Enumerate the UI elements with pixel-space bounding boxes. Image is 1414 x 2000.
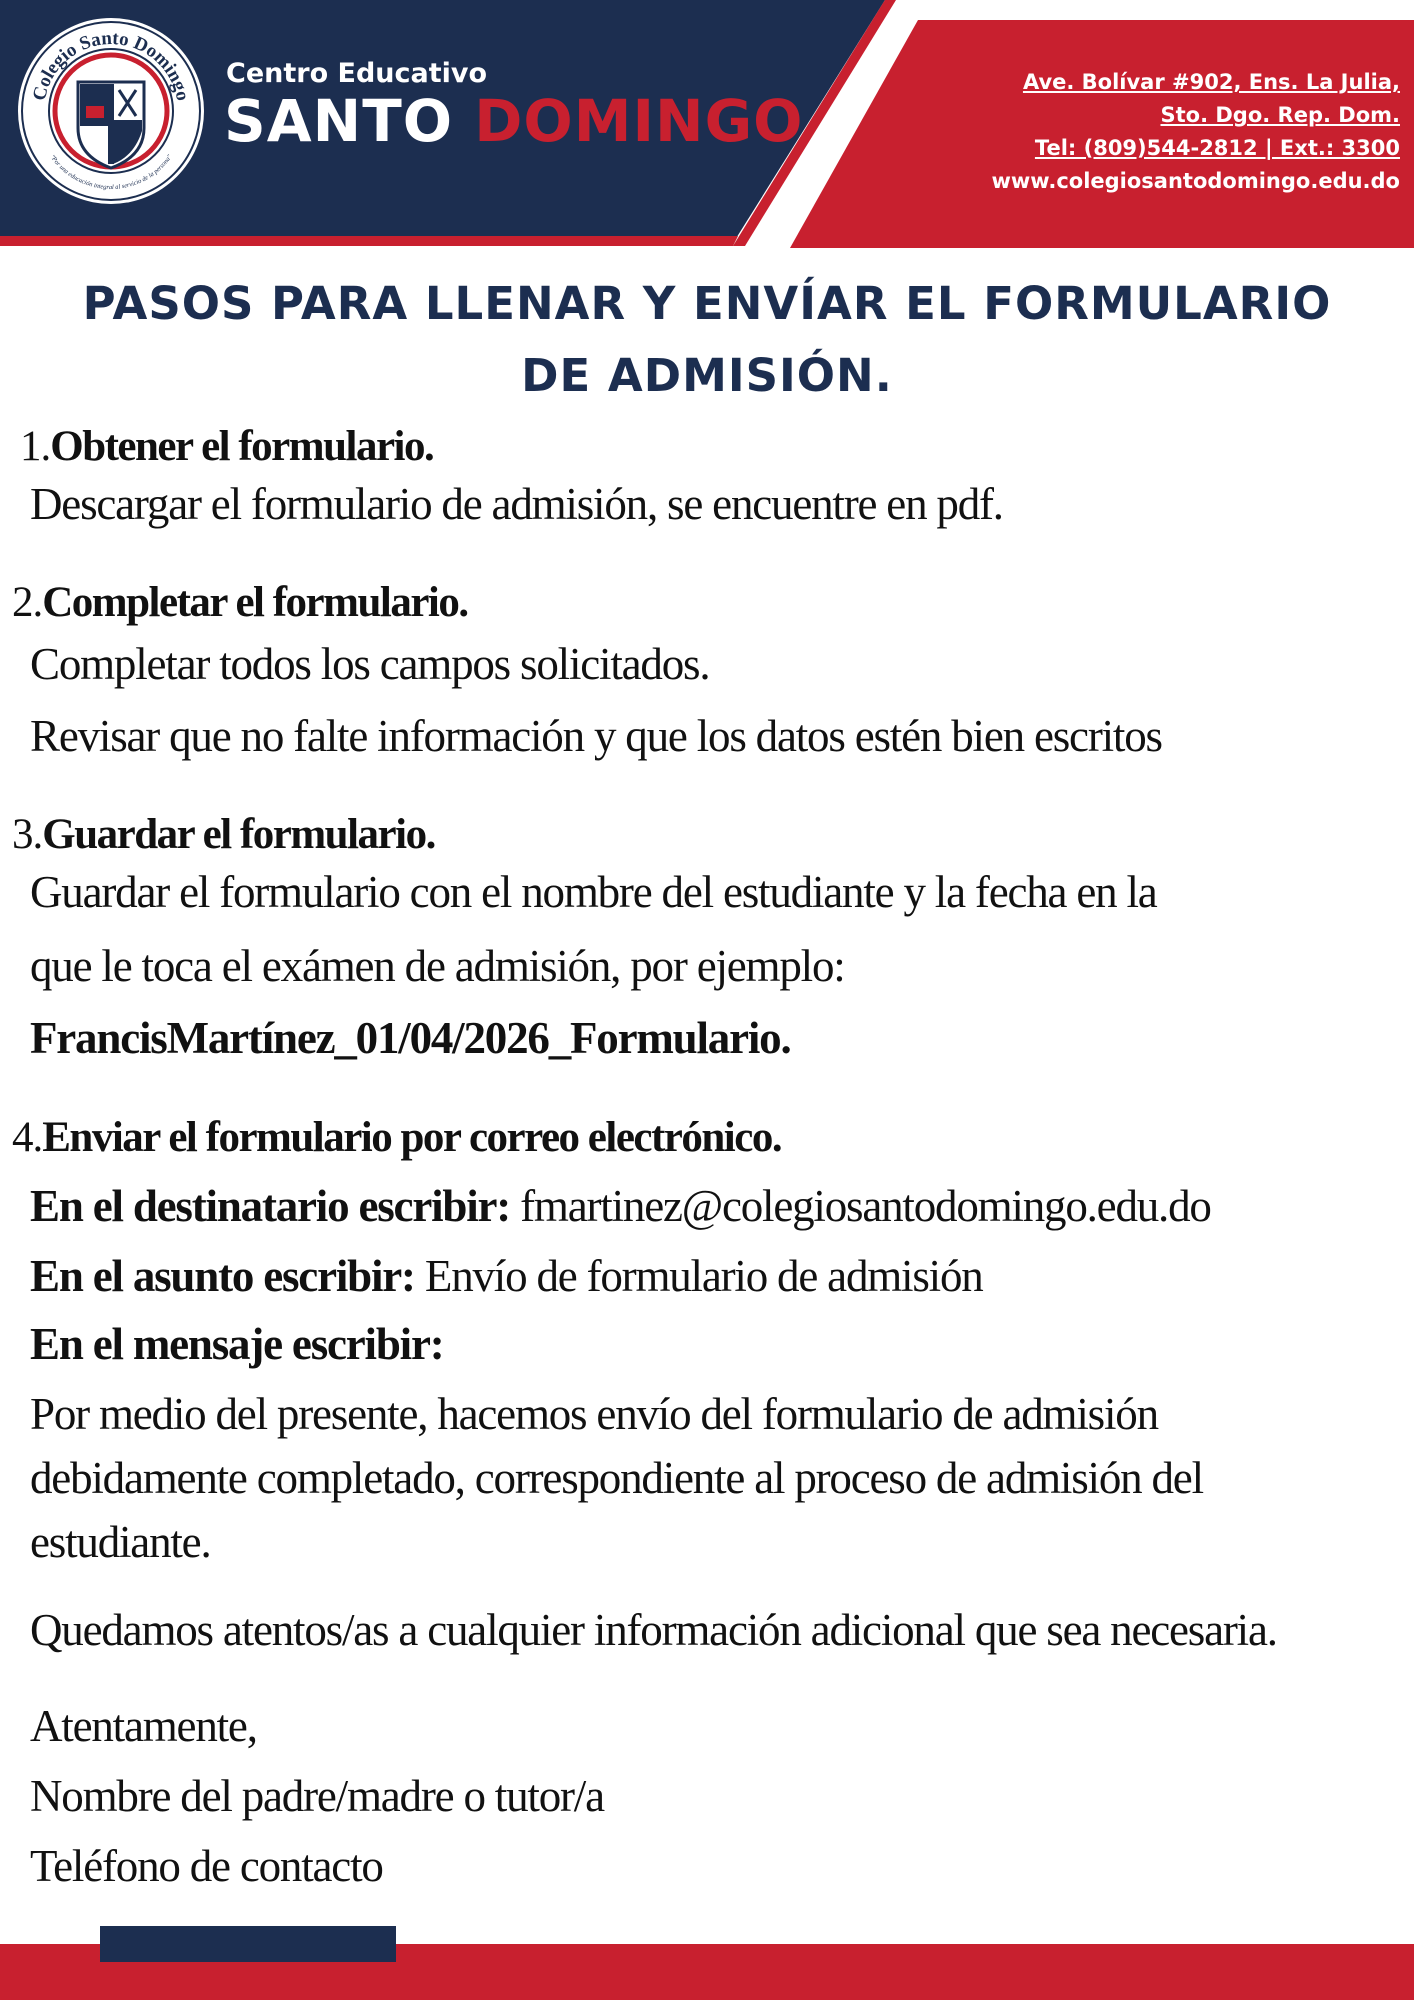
subject-line: [30, 1250, 983, 1302]
step-3-line-2: que le toca el exámen de admisión, por ejemplo:: [30, 941, 845, 991]
step-number: 2.: [12, 579, 43, 626]
red-underline: [0, 236, 738, 246]
step-2-line-1: Completar todos los campos solicitados.: [30, 639, 710, 689]
step-number: 1.: [20, 423, 51, 470]
signature-line-1: Atentamente,: [30, 1701, 257, 1751]
header-banner: [0, 0, 1414, 248]
school-crest-icon: [16, 16, 206, 206]
message-line-3: estudiante.: [30, 1517, 211, 1567]
contact-info: [992, 66, 1401, 198]
signature-line-2: Nombre del padre/madre o tutor/a: [30, 1771, 604, 1821]
message-label: En el mensaje escribir:: [30, 1319, 444, 1369]
brand-title-part2: DOMINGO: [474, 87, 804, 155]
step-1-line-1: Descargar el formulario de admisión, se encuentre en pdf.: [30, 479, 1003, 529]
page-title-line-2: DE ADMISIÓN.: [521, 349, 893, 402]
message-line-2: debidamente completado, correspondiente al proceso de admisión del: [30, 1453, 1203, 1503]
phone-number: Tel: (809)544-2812 | Ext.: 3300: [1034, 136, 1400, 160]
step-2-heading: [12, 578, 468, 627]
website-link[interactable]: www.colegiosantodomingo.edu.do: [991, 169, 1400, 193]
footer-navy-accent: [100, 1926, 396, 1962]
step-title: Guardar el formulario.: [42, 811, 435, 858]
subject-value: Envío de formulario de admisión: [424, 1251, 983, 1301]
message-line-1: Por medio del presente, hacemos envío del formulario de admisión: [30, 1389, 1158, 1439]
step-title: Obtener el formulario.: [50, 423, 434, 470]
step-title: Enviar el formulario por correo electrónico.: [42, 1114, 782, 1161]
subject-label: En el asunto escribir:: [30, 1251, 415, 1301]
signature-line-3: Teléfono de contacto: [30, 1841, 383, 1891]
step-number: 3.: [12, 811, 43, 858]
brand-title-part1: SANTO: [224, 87, 454, 155]
step-3-heading: [12, 810, 435, 859]
page-title: [40, 268, 1374, 412]
filename-example: FrancisMartínez_01/04/2026_Formulario.: [30, 1013, 791, 1063]
brand-kicker: Centro Educativo: [226, 58, 488, 89]
address-line-2: Sto. Dgo. Rep. Dom.: [1160, 103, 1400, 127]
recipient-line: [30, 1180, 1211, 1232]
brand-title: [224, 87, 804, 155]
step-1-heading: [20, 422, 433, 471]
closing-note: Quedamos atentos/as a cualquier información adicional que sea necesaria.: [30, 1605, 1277, 1655]
page-title-line-1: PASOS PARA LLENAR Y ENVÍAR EL FORMULARIO: [82, 277, 1332, 330]
step-2-line-2: Revisar que no falte información y que los datos estén bien escritos: [30, 711, 1162, 761]
recipient-label: En el destinatario escribir:: [30, 1181, 511, 1231]
step-3-line-1: Guardar el formulario con el nombre del estudiante y la fecha en la: [30, 867, 1157, 917]
logo-ring-text: Colegio Santo Domingo: [28, 27, 194, 103]
address-line-1: Ave. Bolívar #902, Ens. La Julia,: [1022, 70, 1400, 94]
recipient-email[interactable]: fmartinez@colegiosantodomingo.edu.do: [520, 1181, 1211, 1231]
step-title: Completar el formulario.: [42, 579, 468, 626]
step-number: 4.: [12, 1114, 43, 1161]
step-4-heading: [12, 1113, 781, 1162]
logo-motto: "Por una educación integral al servicio de la persona": [48, 153, 174, 192]
